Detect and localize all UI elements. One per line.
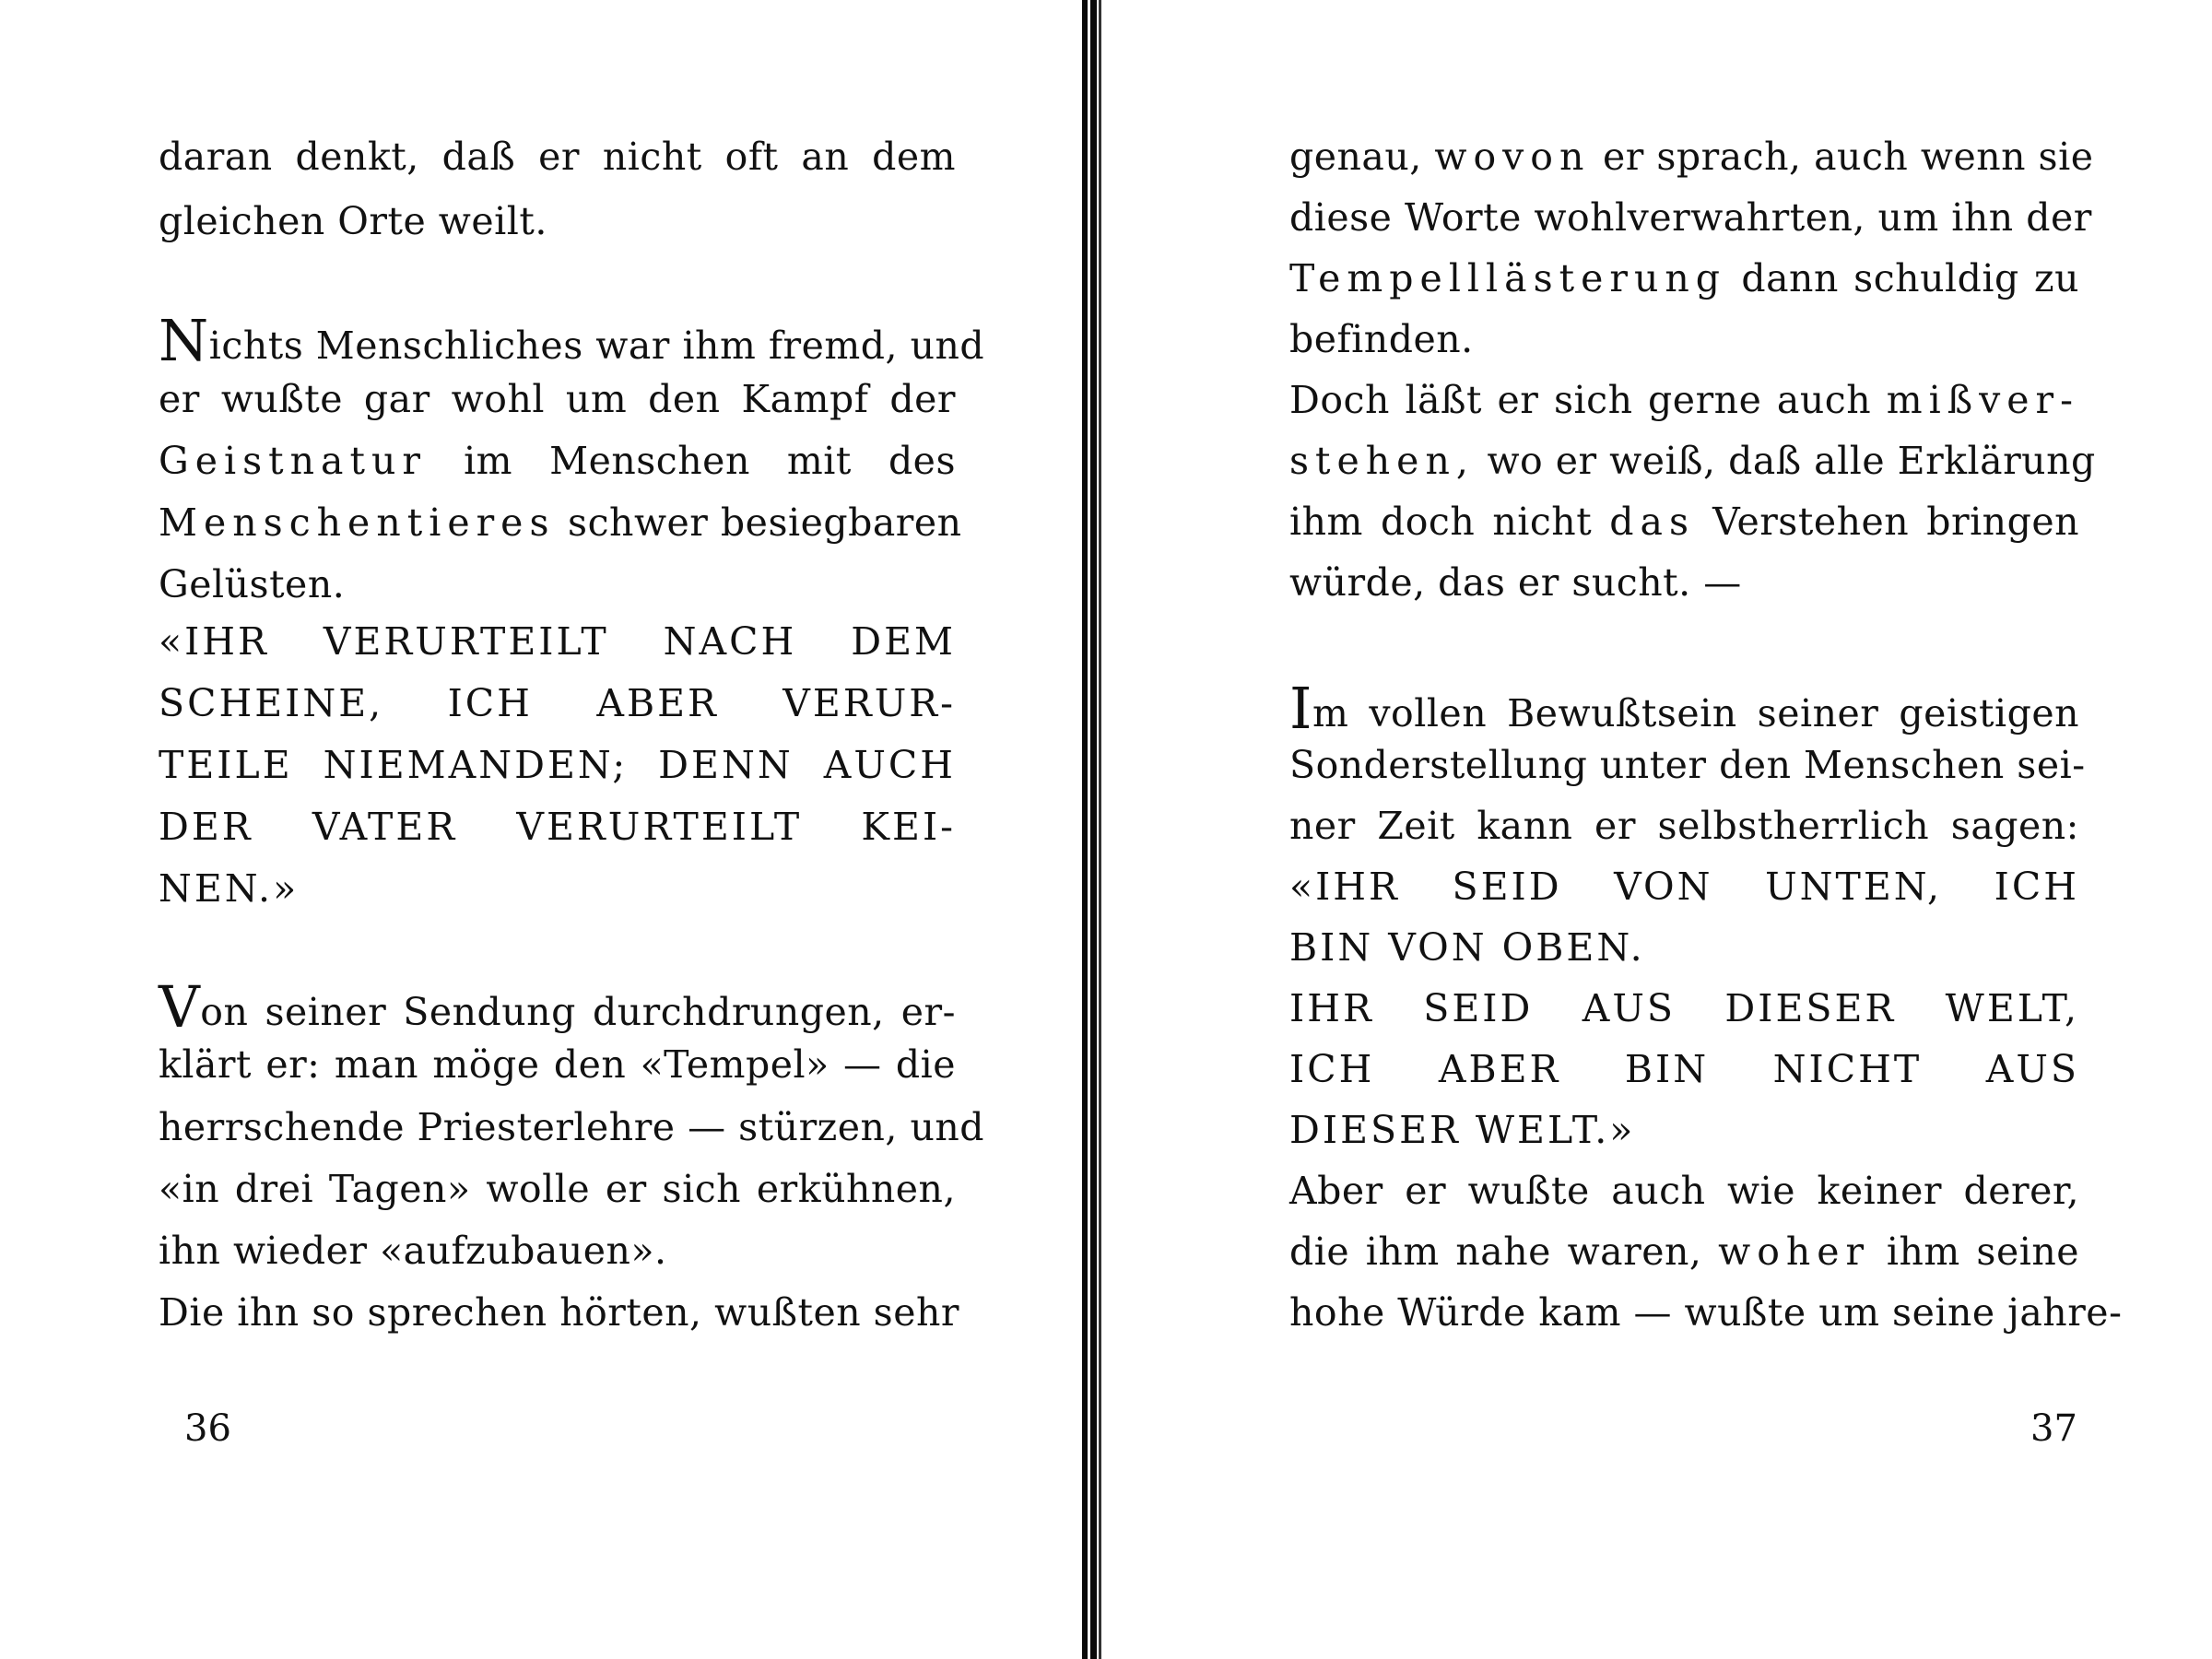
spaced-word: Tempelllästerung <box>1289 256 1727 300</box>
spaced-word: mißver- <box>1886 378 2079 422</box>
text-line: befinden. <box>1289 317 1474 361</box>
text-line: «IHR SEID VON UNTEN, ICH <box>1289 865 2079 909</box>
text-line: TEILE NIEMANDEN; DENN AUCH <box>159 743 956 787</box>
text-line: Die ihn so sprechen hörten, wußten sehr <box>159 1290 959 1335</box>
text-line: Von seiner Sendung durchdrungen, er- <box>159 973 956 1041</box>
spaced-word: stehen, <box>1289 439 1475 483</box>
text-line: Gelüsten. <box>159 562 346 606</box>
text-line: Aber er wußte auch wie keiner derer, <box>1289 1169 2079 1213</box>
text-line: klärt er: man möge den «Tempel» — die <box>159 1042 956 1087</box>
text-line: daran denkt, daß er nicht oft an dem <box>159 135 956 179</box>
drop-cap: N <box>159 307 209 374</box>
drop-cap: I <box>1289 675 1312 742</box>
text-line: ihm doch nicht das Verstehen bringen <box>1289 500 2080 544</box>
text-line: DER VATER VERURTEILT KEI- <box>159 805 956 849</box>
text-line: Tempelllästerung dann schuldig zu <box>1289 256 2079 300</box>
text-line: hohe Würde kam — wußte um seine jahre- <box>1289 1290 2123 1335</box>
text-line: SCHEINE, ICH ABER VERUR- <box>159 681 956 725</box>
text-line: herrschende Priesterlehre — stürzen, und <box>159 1105 985 1149</box>
text-line: Menschentieres schwer besiegbaren <box>159 500 962 545</box>
text-line: würde, das er sucht. — <box>1289 560 1742 605</box>
spaced-word: Geistnatur <box>159 439 427 483</box>
text-line: «in drei Tagen» wolle er sich erkühnen, <box>159 1167 956 1211</box>
text-line: Im vollen Bewußtsein seiner geistigen <box>1289 675 2079 742</box>
text-line: DIESER WELT.» <box>1289 1108 1636 1152</box>
spaced-word: woher <box>1718 1230 1871 1274</box>
text-line: gleichen Orte weilt. <box>159 199 547 243</box>
page-number: 36 <box>184 1407 231 1450</box>
text-line: NEN.» <box>159 866 300 911</box>
spaced-word: das <box>1609 500 1696 544</box>
text-line: genau, wovon er sprach, auch wenn sie <box>1289 135 2094 179</box>
page-number: 37 <box>2030 1407 2077 1450</box>
right-page <box>1106 0 2212 1659</box>
text-line: «IHR VERURTEILT NACH DEM <box>159 619 956 664</box>
drop-cap: V <box>159 973 201 1041</box>
text-line: stehen, wo er weiß, daß alle Erklärung <box>1289 439 2096 483</box>
text-line: er wußte gar wohl um den Kampf der <box>159 377 956 421</box>
text-line: die ihm nahe waren, woher ihm seine <box>1289 1230 2079 1274</box>
book-gutter <box>1078 0 1106 1659</box>
text-line: diese Worte wohlverwahrten, um ihn der <box>1289 195 2092 240</box>
text-line: Doch läßt er sich gerne auch mißver- <box>1289 378 2079 422</box>
left-page <box>0 0 1078 1659</box>
text-line: Nichts Menschliches war ihm fremd, und <box>159 307 985 374</box>
text-line: IHR SEID AUS DIESER WELT, <box>1289 986 2079 1030</box>
spaced-word: Menschentieres <box>159 500 556 545</box>
text-line: Sonderstellung unter den Menschen sei- <box>1289 743 2086 787</box>
spaced-word: wovon <box>1434 135 1591 179</box>
text-line: ihn wieder «aufzubauen». <box>159 1229 667 1273</box>
text-line: BIN VON OBEN. <box>1289 925 1645 970</box>
text-line: ner Zeit kann er selbstherrlich sagen: <box>1289 804 2079 848</box>
text-line: Geistnatur im Menschen mit des <box>159 439 956 483</box>
text-line: ICH ABER BIN NICHT AUS <box>1289 1047 2079 1091</box>
